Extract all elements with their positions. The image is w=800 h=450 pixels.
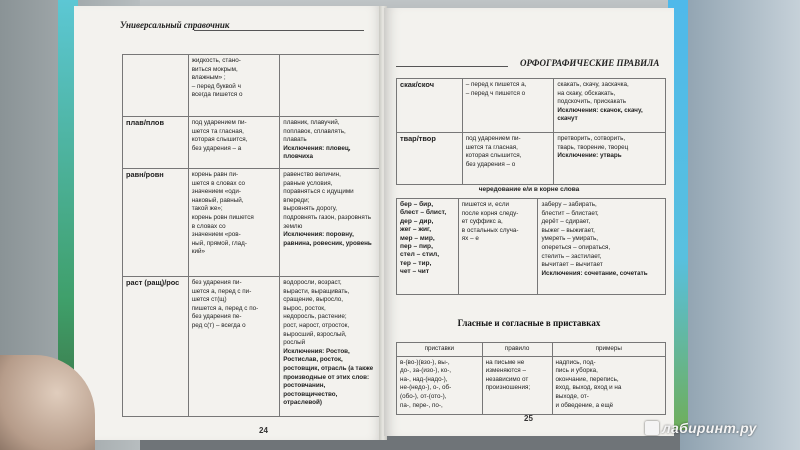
column-header: правило bbox=[482, 343, 552, 357]
rule-line: наковый, равный, bbox=[191, 196, 244, 204]
examples-cell bbox=[280, 169, 380, 277]
exception-text: Исключения: скачок, скачу, скачут bbox=[557, 106, 643, 123]
example-line: вырасти, выращивать, bbox=[283, 287, 350, 295]
prefix-table bbox=[396, 342, 666, 415]
rule-line: – перед буквой ч bbox=[191, 82, 241, 90]
root-line: блест – блист, bbox=[400, 209, 447, 217]
watermark bbox=[645, 420, 757, 436]
example-line: умереть – умирать, bbox=[541, 235, 599, 243]
background-right bbox=[680, 0, 800, 450]
example-line: недоросль, растение; bbox=[283, 313, 347, 321]
rule-line: пишется и, если bbox=[461, 201, 510, 208]
example-line: сращение, выросло, bbox=[283, 296, 344, 304]
example-line: заберу – забирать, bbox=[541, 201, 597, 208]
rule-line: которая слышится, bbox=[465, 152, 522, 160]
root-line: дер – дир, bbox=[400, 217, 434, 225]
example-line: поплавок, сплавлять, bbox=[283, 127, 346, 135]
example-line: вычитает – вычитает bbox=[541, 261, 603, 269]
root-cell: плав/плов bbox=[123, 117, 189, 169]
left-running-head: Универсальный справочник bbox=[120, 20, 230, 30]
prefix-line: не-(недо-), о-, об- bbox=[400, 384, 452, 392]
rule-cell bbox=[462, 79, 554, 133]
rule-line: пишется а, перед с по- bbox=[191, 304, 259, 312]
root-cell: раст (ращ)/рос bbox=[123, 277, 189, 417]
rule-line: значением «ров- bbox=[191, 231, 241, 239]
example-line: выходе, от- bbox=[555, 392, 589, 400]
rule-line: без ударения пе- bbox=[191, 313, 242, 321]
example-line: на скаку, обскакать, bbox=[557, 89, 616, 97]
rule-line: значением «оди- bbox=[191, 188, 241, 196]
examples-cell bbox=[554, 79, 666, 133]
rule-line: под ударением пи- bbox=[465, 135, 521, 142]
root-line: стел – стил, bbox=[400, 251, 440, 259]
table-row bbox=[397, 356, 666, 414]
root-line: жег – жиг, bbox=[400, 226, 432, 234]
exception-text: Исключения: поровну, равнина, ровесник, уровень bbox=[283, 231, 372, 247]
examples-cell bbox=[280, 117, 380, 169]
example-line: блестит – блистает, bbox=[541, 209, 599, 217]
column-header: приставки bbox=[397, 343, 483, 357]
rule-line: произношения; bbox=[485, 384, 531, 392]
rule-line: без ударения пи- bbox=[191, 279, 242, 286]
alternation-header: чередование е/и в корне слова bbox=[478, 186, 580, 193]
rule-line: шется та гласная, bbox=[191, 127, 244, 135]
prefix-line: на-, над-(надо-), bbox=[400, 375, 448, 383]
example-line: окончание, перепись, bbox=[555, 375, 619, 383]
rule-cell bbox=[482, 356, 552, 414]
rule-cell bbox=[188, 277, 280, 417]
example-line: рост, нарост, отросток, bbox=[283, 321, 350, 329]
table-row bbox=[123, 55, 380, 117]
rule-line: шется ст(щ) bbox=[191, 296, 227, 304]
rule-line: в остальных случа- bbox=[461, 226, 519, 234]
rule-line: – перед ч пишется о bbox=[465, 89, 526, 97]
root-line: пер – пир, bbox=[400, 243, 433, 251]
rule-line: независимо от bbox=[485, 375, 529, 383]
labyrinth-logo-icon bbox=[645, 421, 659, 435]
exception-text: Исключения: пловец, пловчиха bbox=[283, 144, 351, 161]
example-line: плавать bbox=[283, 136, 307, 144]
rule-line: влажным» ; bbox=[191, 74, 226, 82]
rule-line: – перед к пишется а, bbox=[465, 81, 527, 88]
example-line: впереди; bbox=[283, 196, 310, 204]
page-number-right: 25 bbox=[524, 414, 533, 423]
example-line: скакать, скачу, заскачка, bbox=[557, 81, 629, 88]
rule-line: жидкость, стано- bbox=[191, 57, 241, 64]
example-line: подровнять газон, разровнять землю bbox=[283, 213, 371, 230]
root-cell: твар/твор bbox=[397, 133, 463, 185]
rule-cell bbox=[188, 55, 280, 117]
rule-line: такой же»; bbox=[191, 205, 223, 213]
root-line: бер – бир, bbox=[400, 201, 434, 208]
rule-line: под ударением пи- bbox=[191, 119, 247, 126]
example-line: выросший, взрослый, bbox=[283, 330, 347, 338]
example-line: равенство величин, bbox=[283, 171, 341, 178]
rule-line: изменяются – bbox=[485, 367, 526, 375]
rule-line: шется а, перед с пи- bbox=[191, 287, 252, 295]
section-title: Гласные и согласные в приставках bbox=[457, 318, 601, 328]
example-line: равные условия, bbox=[283, 179, 333, 187]
rule-line: виться мокрым, bbox=[191, 65, 238, 73]
example-line: подскочить, прискакать bbox=[557, 98, 627, 106]
right-running-head: ОРФОГРАФИЧЕСКИЕ ПРАВИЛА bbox=[520, 58, 660, 68]
example-line: плавник, плавучий, bbox=[283, 119, 340, 126]
rule-line: ет суффикс а, bbox=[461, 218, 503, 226]
rule-cell bbox=[458, 199, 538, 295]
examples-cell bbox=[280, 55, 380, 117]
root-cell bbox=[397, 199, 459, 295]
rule-line: шется в словах со bbox=[191, 179, 246, 187]
root-line: тер – тир, bbox=[400, 259, 432, 267]
table-row bbox=[123, 117, 380, 169]
rule-line: корень равн пи- bbox=[191, 171, 239, 178]
root-cell: равн/ровн bbox=[123, 169, 189, 277]
rule-cell bbox=[188, 169, 280, 277]
rule-line: ях – е bbox=[461, 235, 479, 243]
example-line: выровнять дорогу, bbox=[283, 205, 338, 213]
root-line: мер – мир, bbox=[400, 234, 435, 242]
rule-line: ный, прямой, глад- bbox=[191, 239, 247, 247]
example-line: тварь, творение, творец bbox=[557, 143, 629, 151]
table-row bbox=[397, 133, 666, 185]
example-line: надпись, под- bbox=[555, 358, 596, 366]
roots-table-right bbox=[396, 78, 666, 185]
prefix-line: (обо-), от-(ото-), bbox=[400, 392, 447, 400]
root-cell bbox=[123, 55, 189, 117]
root-line: чет – чит bbox=[400, 268, 430, 276]
example-line: пись и уборка, bbox=[555, 367, 598, 375]
table-row bbox=[397, 79, 666, 133]
table-row bbox=[123, 169, 380, 277]
table-row bbox=[123, 277, 380, 417]
examples-cell bbox=[538, 199, 666, 295]
prefix-line: па-, пере-, по-, bbox=[400, 401, 443, 409]
rule-line: в словах со bbox=[191, 222, 226, 230]
exception-text: Исключения: сочетание, сочетать bbox=[541, 269, 648, 277]
roots-table-left bbox=[122, 54, 380, 417]
example-line: водоросли, возраст, bbox=[283, 279, 342, 286]
rule-line: без ударения – о bbox=[465, 160, 516, 168]
rule-line: кий» bbox=[191, 248, 205, 256]
example-line: опереться – опираться, bbox=[541, 243, 611, 251]
examples-cell bbox=[554, 133, 666, 185]
left-page bbox=[74, 6, 384, 440]
alternation-table bbox=[396, 198, 666, 295]
rule-line: всегда пишется о bbox=[191, 91, 243, 99]
running-head-rule bbox=[396, 66, 508, 67]
page-number-left: 24 bbox=[259, 426, 268, 435]
rule-cell bbox=[188, 117, 280, 169]
examples-cell bbox=[280, 277, 380, 417]
table-row bbox=[397, 199, 666, 295]
watermark-text: лабиринт.ру bbox=[662, 420, 757, 436]
rule-line: на письме не bbox=[485, 358, 525, 366]
prefix-line: до-, за-(изо-), ко-, bbox=[400, 367, 452, 375]
example-line: вход, выход, вход и на bbox=[555, 384, 622, 392]
rule-line: без ударения – а bbox=[191, 144, 242, 152]
table-header-row bbox=[397, 343, 666, 357]
example-line: поравняться с идущими bbox=[283, 188, 354, 196]
example-line: выжег – выжигает, bbox=[541, 226, 595, 234]
example-line: вырос, росток, bbox=[283, 304, 326, 312]
example-line: и обведение, а ещё bbox=[555, 401, 614, 409]
prefix-line: в-(во-)(взо-), вы-, bbox=[400, 358, 450, 366]
example-line: стелить – застилает, bbox=[541, 252, 602, 260]
right-page bbox=[384, 8, 674, 436]
exception-text: Исключение: утварь bbox=[557, 152, 622, 160]
root-cell: скак/скоч bbox=[397, 79, 463, 133]
rule-line: которая слышится, bbox=[191, 136, 248, 144]
example-line: претворить, сотворить, bbox=[557, 135, 626, 142]
rule-cell bbox=[462, 133, 554, 185]
prefixes-cell bbox=[397, 356, 483, 414]
example-line: рослый bbox=[283, 339, 306, 347]
exception-text: Исключения: Ростов, Ростислав, росток, ростовщик, отрасль (а также производные от этих слов: ростовчанин, ростовщичество, отраслевой) bbox=[283, 347, 374, 407]
rule-line: шется та гласная, bbox=[465, 143, 518, 151]
example-line: дерёт – сдирает, bbox=[541, 218, 591, 226]
column-header: примеры bbox=[552, 343, 666, 357]
examples-cell bbox=[552, 356, 666, 414]
rule-line: после корня следу- bbox=[461, 209, 519, 217]
rule-line: ред с(т) – всегда о bbox=[191, 321, 246, 329]
rule-line: корень ровн пишется bbox=[191, 213, 254, 221]
running-head-rule bbox=[194, 30, 364, 31]
